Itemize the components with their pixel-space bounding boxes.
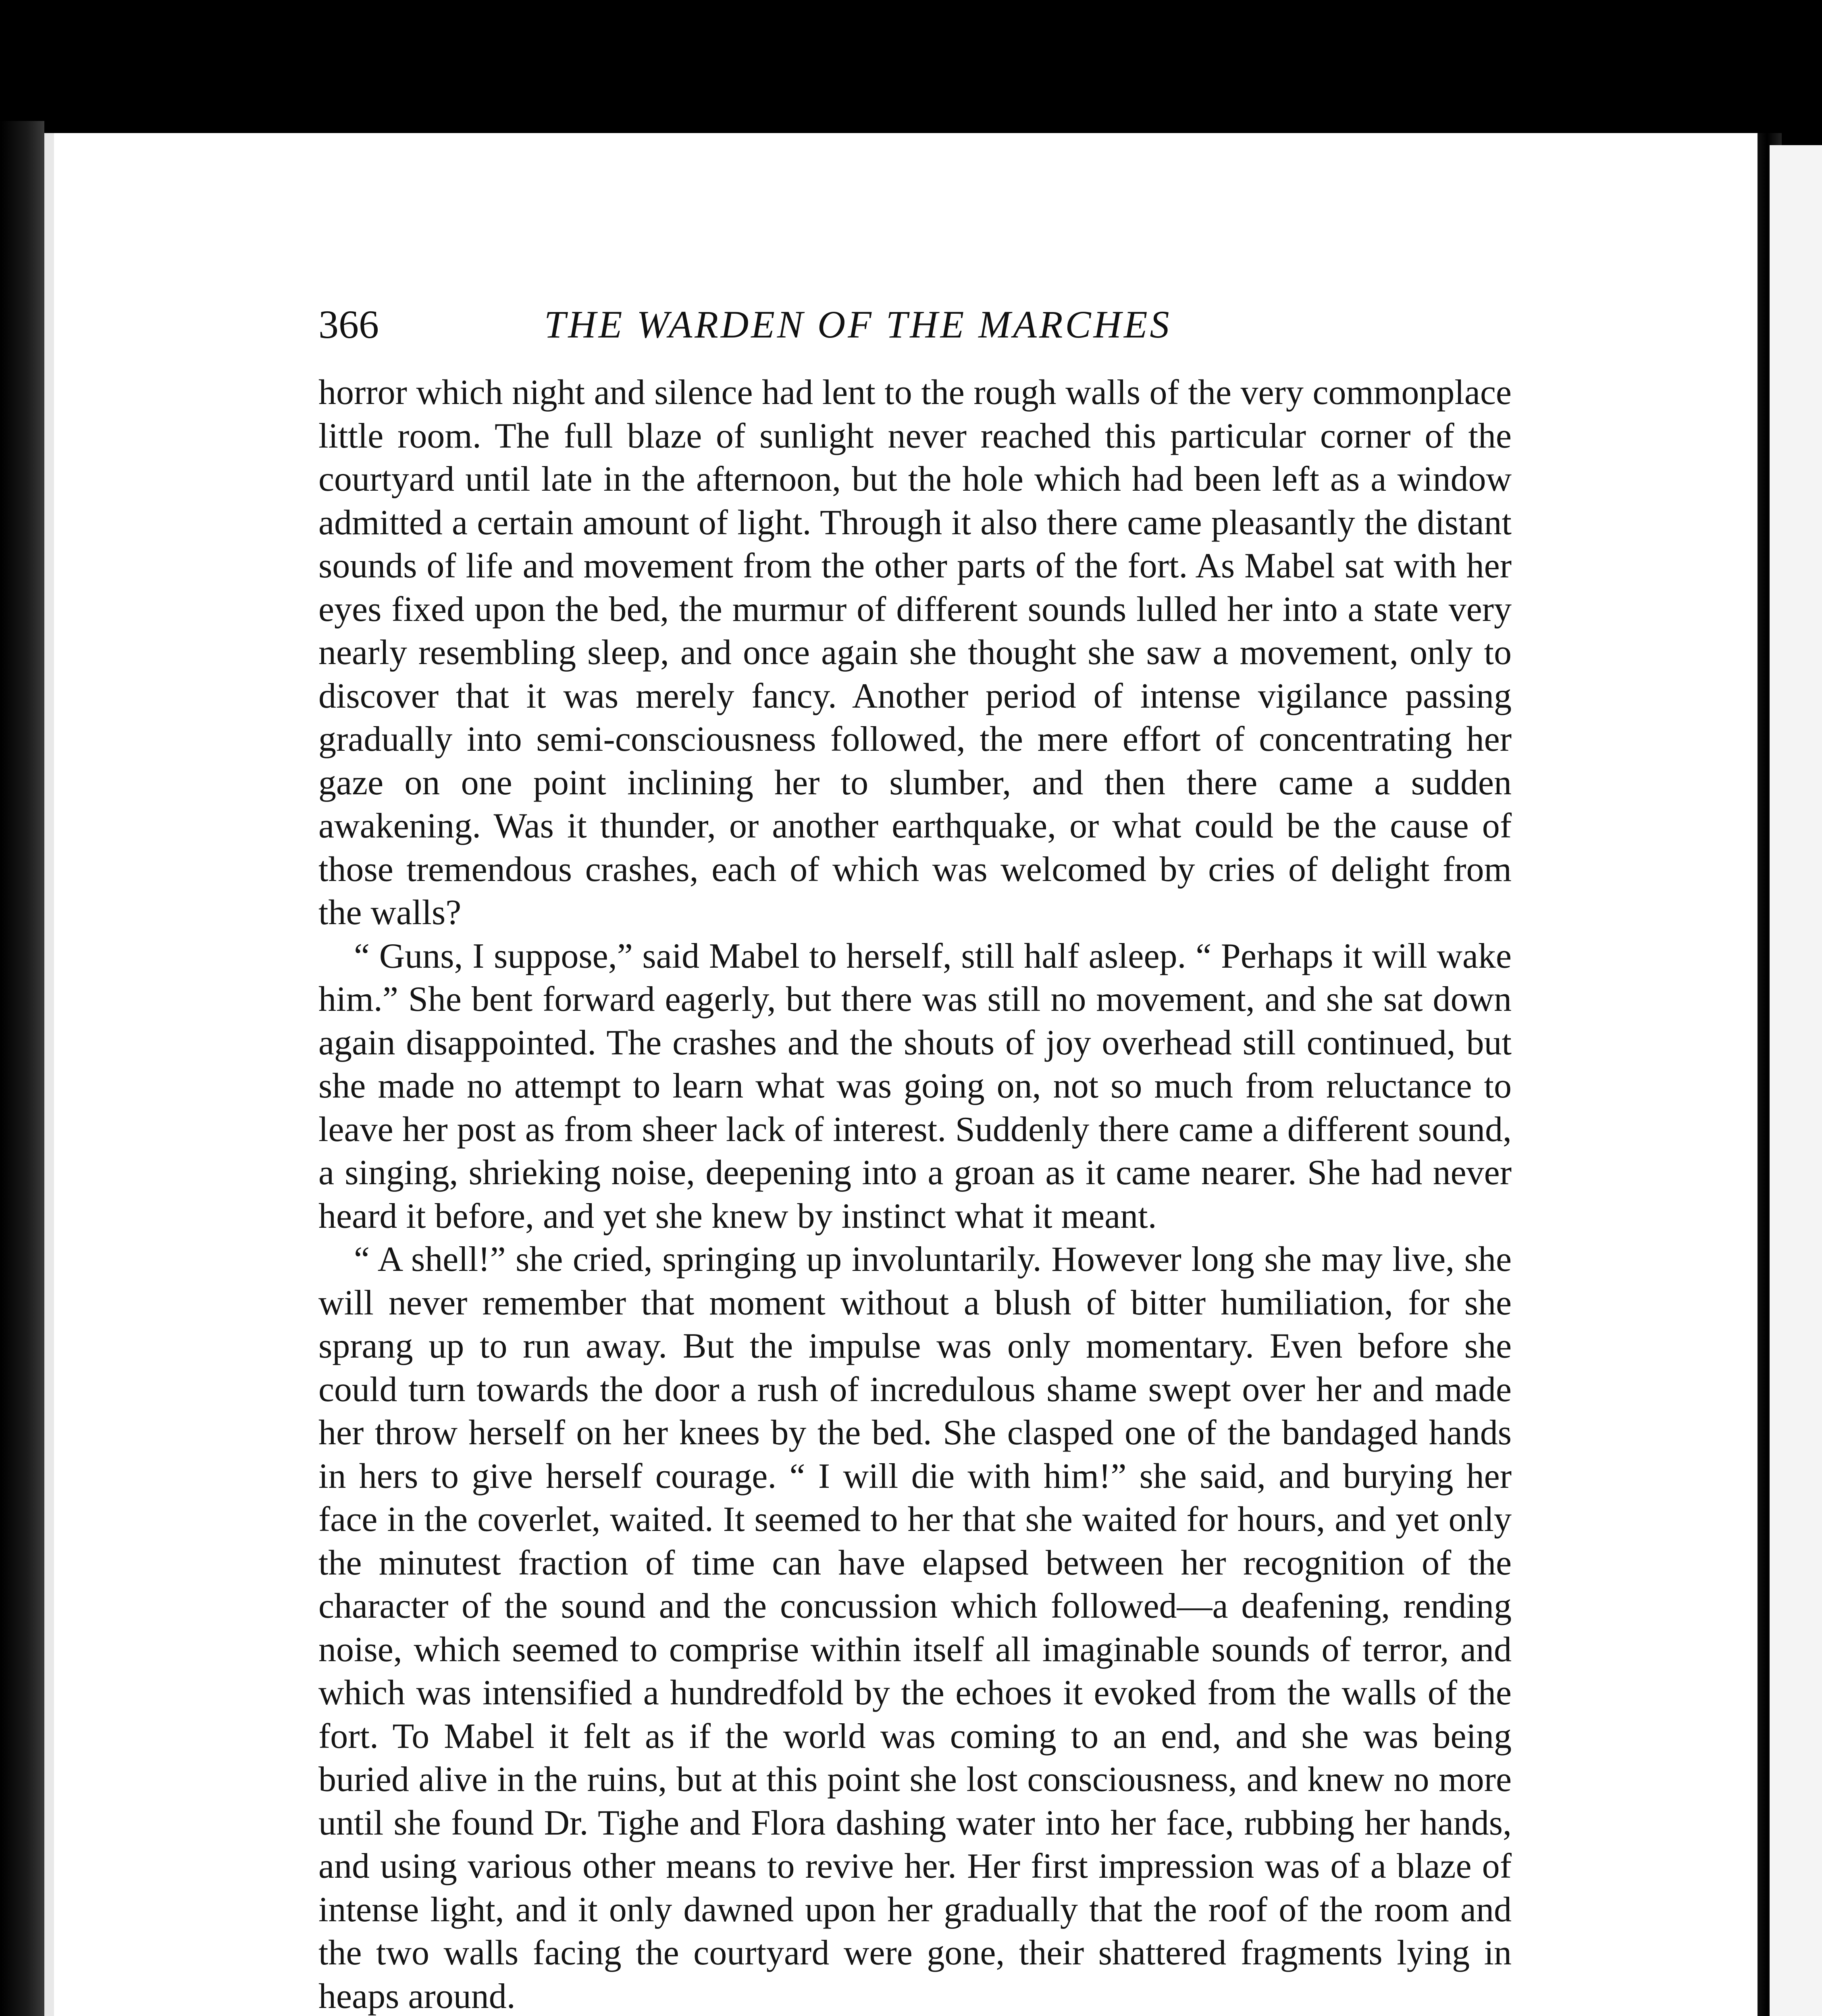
- paragraph-continued: horror which night and silence had lent to the rough walls of the very commonplace little room. The full blaze of sunlight never reached this particular corner of the courtyard until late in the afternoon, but the hole which had been left as a window admitted a certain amount of light. Through it also there came pleasantly the distant sounds of life and movement from the other parts of the fort. As Mabel sat with her eyes fixed upon the bed, the murmur of different sounds lulled her into a state very nearly resembling sleep, and once again she thought she saw a movement, only to discover that it was merely fancy. Another period of intense vigilance passing gradually into semi-consciousness followed, the mere effort of concentrating her gaze on one point inclining her to slumber, and then there came a sudden awakening. Was it thunder, or another earthquake, or what could be the cause of those tremendous crashes, each of which was welcomed by cries of delight from the walls?: [318, 373, 1512, 932]
- paragraph: “ A shell!” she cried, springing up involuntarily. However long she may live, she will never remember that moment without a blush of bitter humiliation, for she sprang up to run away. But the impulse was only momentary. Even before she could turn towards the door a rush of incredulous shame swept over her and made her throw herself on her knees by the bed. She clasped one of the bandaged hands in hers to give herself courage. “ I will die with him!” she said, and burying her face in the coverlet, waited. It seemed to her that she waited for hours, and yet only the minutest fraction of time can have elapsed between her recognition of the character of the sound and the concussion which followed—a deafening, rending noise, which seemed to comprise within itself all imaginable sounds of terror, and which was intensified a hundredfold by the echoes it evoked from the walls of the fort. To Mabel it felt as if the world was coming to an end, and she was being buried alive in the ruins, but at this point she lost consciousness, and knew no more until she found Dr. Tighe and Flora dashing water into her face, rubbing her hands, and using various other means to revive her. Her first impression was of a blaze of intense light, and it only dawned upon her gradually that the roof of the room and the two walls facing the courtyard were gone, their shattered fragments lying in heaps around.: [318, 1240, 1512, 2016]
- page-number: 366: [318, 302, 379, 347]
- body-text: [318, 371, 1512, 2016]
- facing-page-edge: [1770, 145, 1822, 2016]
- running-title: THE WARDEN OF THE MARCHES: [544, 303, 1172, 346]
- running-header: [318, 294, 1512, 355]
- page-gutter-shadow: [0, 121, 44, 2016]
- paragraph: “ Guns, I suppose,” said Mabel to herself, still half asleep. “ Perhaps it will wake him.” She bent forward eagerly, but there was still no movement, and she sat down again disappointed. The crashes and the shouts of joy overhead still continued, but she made no attempt to learn what was going on, not so much from reluctance to leave her post as from sheer lack of interest. Suddenly there came a different sound, a singing, shrieking noise, deepening into a groan as it came nearer. She had never heard it before, and yet she knew by instinct what it meant.: [318, 936, 1512, 1236]
